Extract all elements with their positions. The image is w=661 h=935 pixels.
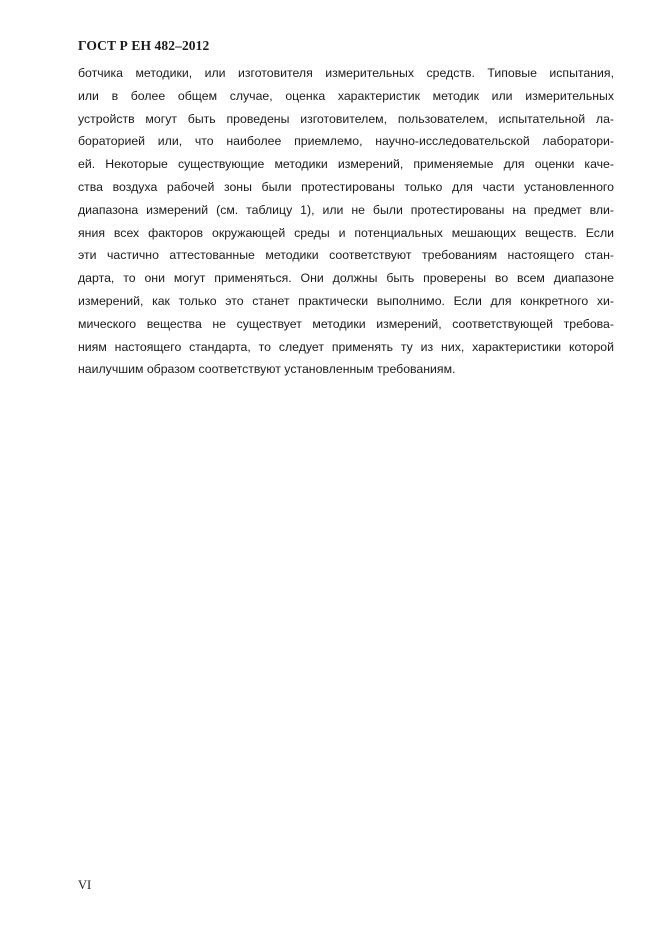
paragraph-line: эти частично аттестованные методики соответствуют требованиям настоящего стан- [78, 248, 614, 263]
paragraph-line: наилучшим образом соответствуют установленным требованиям. [78, 362, 456, 377]
paragraph-line: яния всех факторов окружающей среды и потенциальных мешающих веществ. Если [78, 225, 614, 240]
document-header: ГОСТ Р ЕН 482–2012 [78, 38, 210, 53]
paragraph-line: устройств могут быть проведены изготовителем, пользователем, испытательной ла- [78, 111, 614, 126]
paragraph-line: диапазона измерений (см. таблицу 1), или не были протестированы на предмет вли- [78, 202, 614, 217]
paragraph-line: мического вещества не существует методики измерений, соответствующей требова- [78, 316, 614, 331]
paragraph-line: бораторией или, что наиболее приемлемо, научно-исследовательской лаборатори- [78, 134, 614, 149]
page-number: VI [78, 878, 92, 892]
paragraph-line: ботчика методики, или изготовителя измерительных средств. Типовые испытания, [78, 66, 614, 80]
body-paragraph [78, 62, 614, 381]
paragraph-line: или в более общем случае, оценка характеристик методик или измерительных [78, 88, 614, 103]
paragraph-line: дарта, то они могут применяться. Они должны быть проверены во всем диапазоне [78, 271, 614, 286]
paragraph-line: ниям настоящего стандарта, то следует применять ту из них, характеристики которой [78, 339, 614, 354]
paragraph-line: измерений, как только это станет практически выполнимо. Если для конкретного хи- [78, 293, 614, 308]
paragraph-line: ей. Некоторые существующие методики измерений, применяемые для оценки каче- [78, 157, 614, 172]
paragraph-line: ства воздуха рабочей зоны были протестированы только для части установленного [78, 179, 614, 194]
